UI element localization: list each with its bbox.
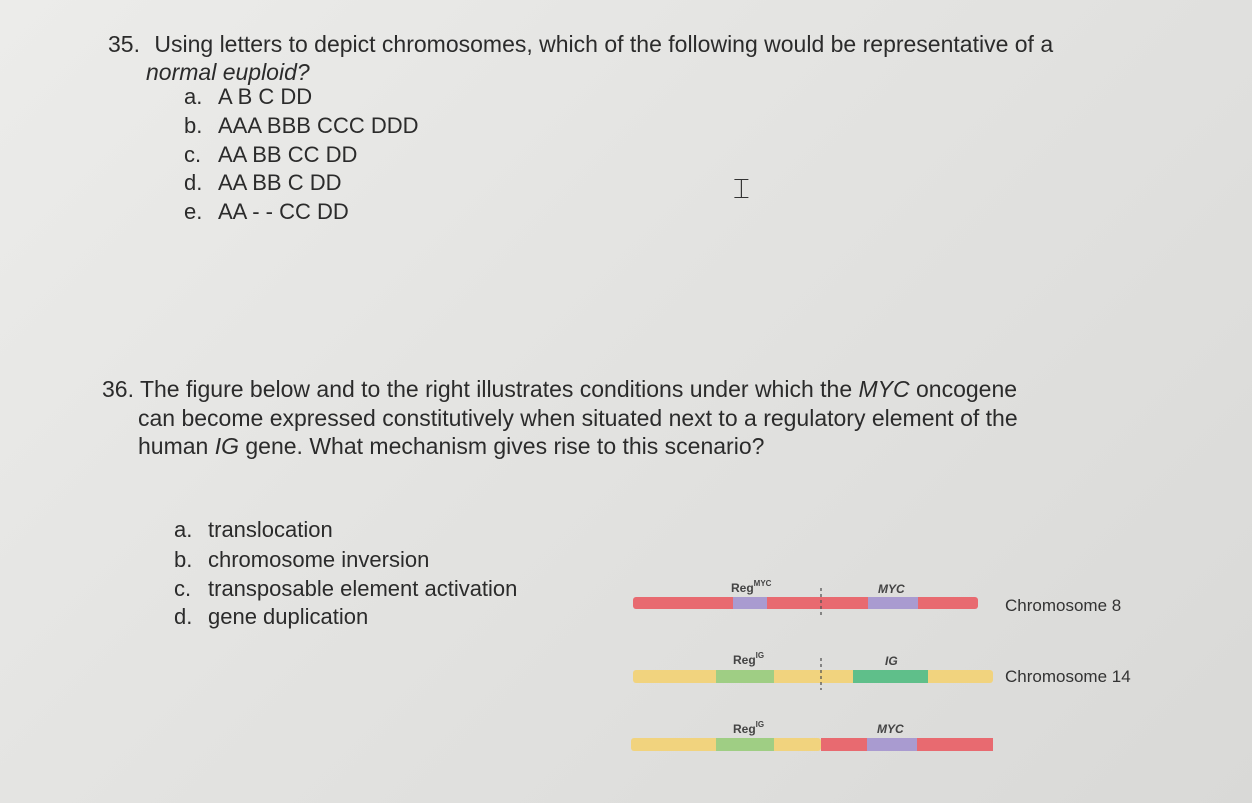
text-cursor-icon: ⌶ (733, 172, 750, 205)
chr14-gene-label: IG (885, 654, 898, 668)
q35-option-c: c. AA BB CC DD (184, 142, 358, 167)
chr14-reg-label: Reg$^{IG}$ (733, 651, 765, 667)
chr8-gene-label: MYC (878, 582, 905, 596)
chr8-myc-segment (868, 597, 918, 609)
chr14-band (633, 670, 993, 683)
question-35-line2: normal euploid? (146, 59, 310, 85)
question-text: Using letters to depict chromosomes, which of the following would be representative of a (154, 31, 1054, 57)
der-myc-segment (867, 738, 917, 751)
chr8-reg-label: Reg$^{MYC}$ (731, 579, 772, 595)
der-reg-segment (716, 738, 774, 751)
chr14-reg-segment (716, 670, 774, 683)
question-36: 36. The figure below and to the right illustrates conditions under which the MYC oncogene (102, 376, 1018, 402)
q36-option-b: b. chromosome inversion (174, 547, 430, 572)
q36-option-a: a. translocation (174, 517, 333, 542)
question-number: 35. (108, 31, 140, 57)
derivative-chromosome (631, 720, 993, 751)
der-reg-label: Reg$^{IG}$ (733, 720, 765, 736)
chr14-label: Chromosome 14 (1005, 667, 1131, 686)
question-number: 36. (102, 376, 134, 402)
chr8-label: Chromosome 8 (1005, 596, 1122, 615)
chromosome-8 (633, 579, 1121, 616)
q35-option-d: d. AA BB C DD (184, 170, 342, 195)
chr8-band (633, 597, 978, 609)
q35-option-a: a. A B C DD (184, 84, 313, 109)
q36-option-d: d. gene duplication (174, 604, 369, 629)
chr8-reg-segment (733, 597, 767, 609)
der-gene-label: MYC (877, 722, 904, 736)
q35-option-e: e. AA - - CC DD (184, 199, 349, 224)
question-36-line2: can become expressed constitutively when situated next to a regulatory element of the (138, 405, 1018, 431)
q35-option-b: b. AAA BBB CCC DDD (184, 113, 419, 138)
chromosome-14 (633, 651, 1131, 690)
question-36-line3: human IG gene. What mechanism gives rise to this scenario? (138, 433, 765, 459)
q36-option-c: c. transposable element activation (174, 576, 518, 601)
chr14-ig-segment (853, 670, 928, 683)
